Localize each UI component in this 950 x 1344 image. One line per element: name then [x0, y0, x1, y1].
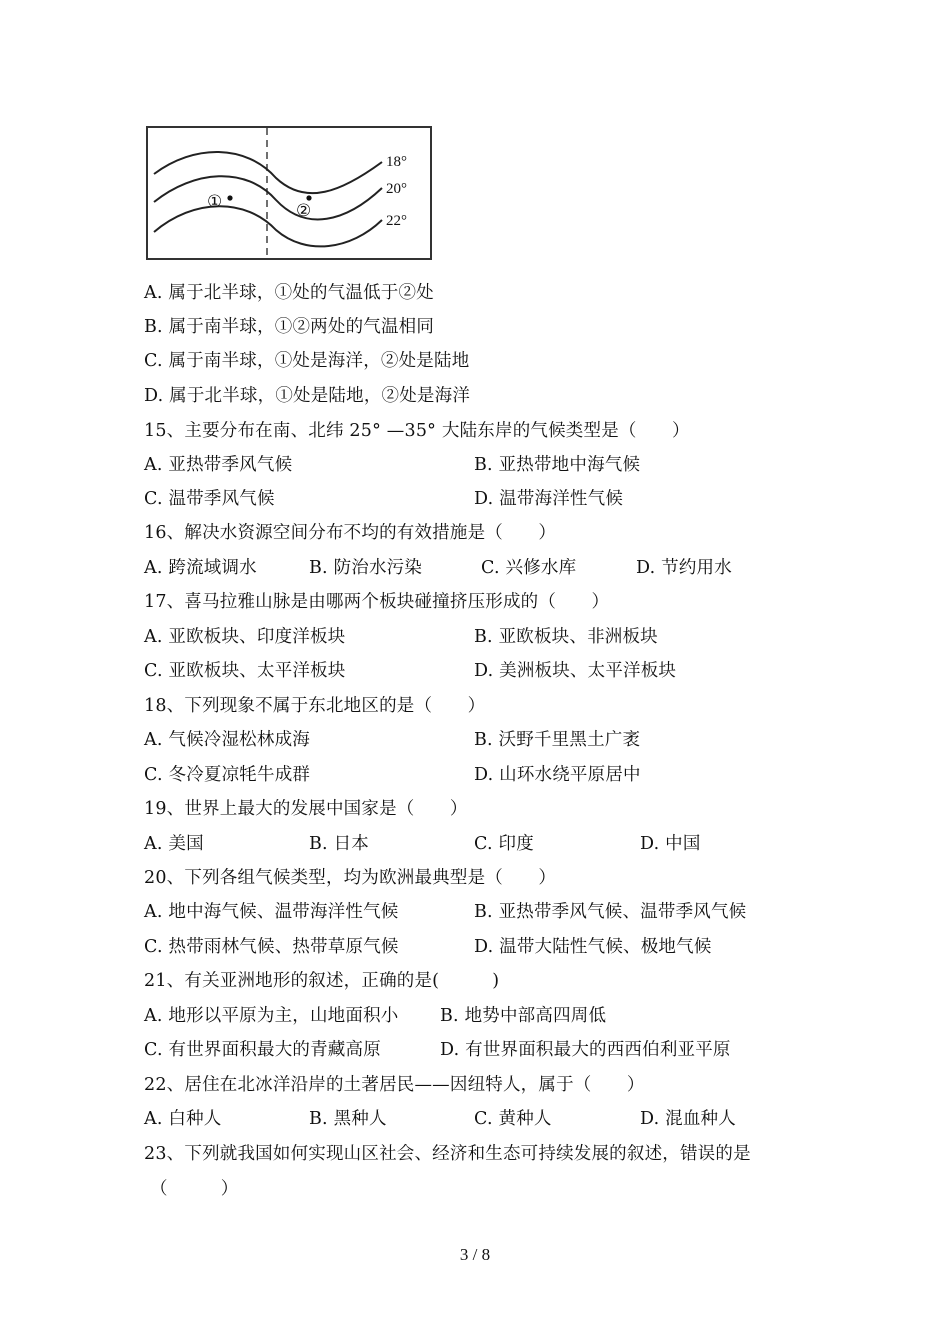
q20-option-c: C. 热带雨林气候、热带草原气候	[144, 937, 399, 957]
q22-option-b: B. 黑种人	[309, 1109, 387, 1129]
label-18: 18°	[386, 154, 407, 170]
q21-option-d: D. 有世界面积最大的西西伯利亚平原	[440, 1040, 731, 1060]
page-number: 3 / 8	[459, 1245, 491, 1264]
q20-option-b: B. 亚热带季风气候、温带季风气候	[474, 902, 747, 922]
q23-stem: 23、下列就我国如何实现山区社会、经济和生态可持续发展的叙述，错误的是	[144, 1144, 751, 1164]
isotherm-figure	[146, 126, 432, 260]
q21-option-a: A. 地形以平原为主，山地面积小	[144, 1006, 399, 1026]
q16-options-row	[144, 557, 732, 579]
q21-stem: 21、有关亚洲地形的叙述，正确的是( )	[144, 971, 500, 991]
q18-options-row1	[144, 729, 641, 751]
q17-option-a: A. 亚欧板块、印度洋板块	[144, 627, 346, 647]
q14-option-c: C. 属于南半球，①处是海洋，②处是陆地	[144, 351, 470, 371]
q23-answer-blank: （ ）	[150, 1179, 239, 1199]
q15-options-row2	[144, 488, 624, 510]
q15-option-d: D. 温带海洋性气候	[474, 489, 624, 509]
q14-option-a: A. 属于北半球，①处的气温低于②处	[144, 283, 434, 303]
q18-stem: 18、下列现象不属于东北地区的是（ ）	[144, 696, 486, 716]
q14-option-d: D. 属于北半球，①处是陆地，②处是海洋	[144, 386, 471, 406]
q20-option-d: D. 温带大陆性气候、极地气候	[474, 937, 712, 957]
q15-options-row1	[144, 454, 641, 476]
q16-option-c: C. 兴修水库	[481, 558, 577, 578]
q19-option-b: B. 日本	[309, 834, 369, 854]
q16-option-a: A. 跨流域调水	[144, 558, 257, 578]
q20-options-row2	[144, 936, 712, 958]
q15-option-c: C. 温带季风气候	[144, 489, 275, 509]
q16-stem: 16、解决水资源空间分布不均的有效措施是（ ）	[144, 523, 557, 543]
q19-stem: 19、世界上最大的发展中国家是（ ）	[144, 799, 468, 819]
q17-option-d: D. 美洲板块、太平洋板块	[474, 661, 677, 681]
q20-options-row1	[144, 901, 747, 923]
q18-option-c: C. 冬冷夏凉牦牛成群	[144, 765, 311, 785]
q19-options-row	[144, 833, 701, 855]
q22-option-a: A. 白种人	[144, 1109, 222, 1129]
q20-option-a: A. 地中海气候、温带海洋性气候	[144, 902, 399, 922]
q15-option-a: A. 亚热带季风气候	[144, 455, 293, 475]
q20-stem: 20、下列各组气候类型，均为欧洲最典型是（ ）	[144, 868, 557, 888]
q21-option-b: B. 地势中部高四周低	[440, 1006, 607, 1026]
q15-stem: 15、主要分布在南、北纬 25° —35° 大陆东岸的气候类型是（ ）	[144, 421, 690, 441]
q22-option-d: D. 混血种人	[640, 1109, 736, 1129]
q17-option-b: B. 亚欧板块、非洲板块	[474, 627, 658, 647]
q18-option-a: A. 气候冷湿松林成海	[144, 730, 310, 750]
q14-option-b: B. 属于南半球，①②两处的气温相同	[144, 317, 435, 337]
q17-options-row1	[144, 626, 658, 648]
q22-stem: 22、居住在北冰洋沿岸的土著居民——因纽特人，属于（ ）	[144, 1075, 645, 1095]
q18-option-b: B. 沃野千里黑土广袤	[474, 730, 641, 750]
point-1-label: ①	[207, 192, 223, 212]
q16-option-d: D. 节约用水	[636, 558, 732, 578]
q19-option-a: A. 美国	[144, 834, 204, 854]
q18-option-d: D. 山环水绕平原居中	[474, 765, 641, 785]
q18-options-row2	[144, 764, 641, 786]
point-1-dot	[227, 195, 232, 200]
q17-stem: 17、喜马拉雅山脉是由哪两个板块碰撞挤压形成的（ ）	[144, 592, 610, 612]
q19-option-c: C. 印度	[474, 834, 534, 854]
point-2-label: ②	[296, 201, 312, 221]
q22-option-c: C. 黄种人	[474, 1109, 552, 1129]
q16-option-b: B. 防治水污染	[309, 558, 423, 578]
point-2-dot	[306, 195, 311, 200]
q17-option-c: C. 亚欧板块、太平洋板块	[144, 661, 346, 681]
q15-option-b: B. 亚热带地中海气候	[474, 455, 641, 475]
isotherm-diagram	[146, 126, 432, 260]
label-22: 22°	[386, 213, 407, 229]
q21-option-c: C. 有世界面积最大的青藏高原	[144, 1040, 381, 1060]
q21-options-row1	[144, 1005, 607, 1027]
q19-option-d: D. 中国	[640, 834, 701, 854]
q17-options-row2	[144, 660, 677, 682]
q22-options-row	[144, 1108, 736, 1130]
q21-options-row2	[144, 1039, 731, 1061]
label-20: 20°	[386, 181, 407, 197]
